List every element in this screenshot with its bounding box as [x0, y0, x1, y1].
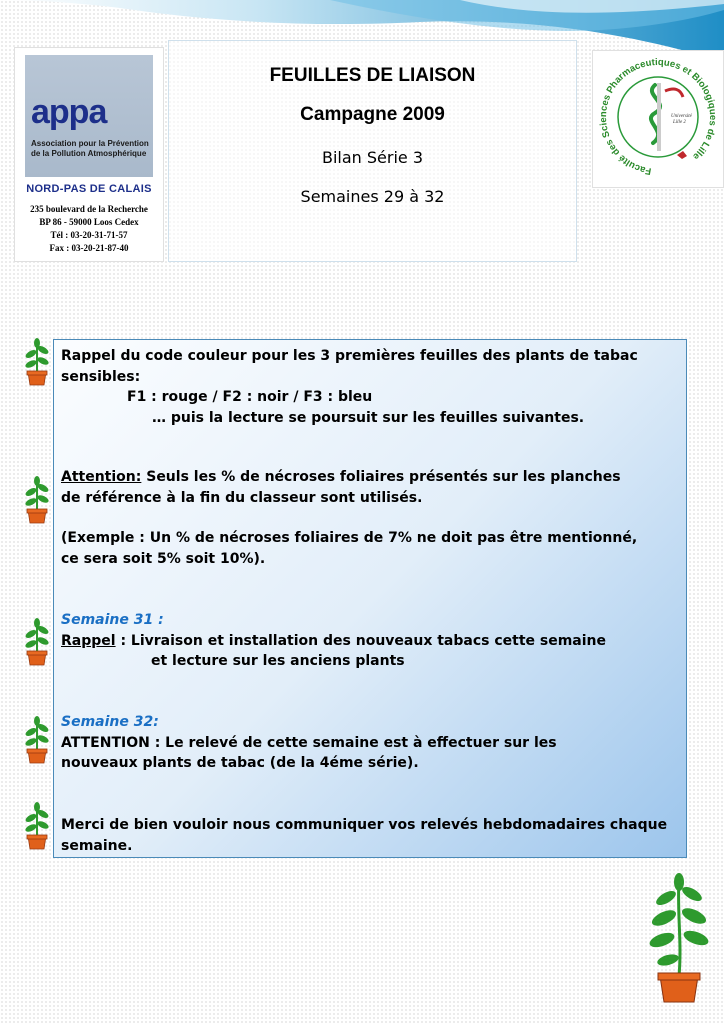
attention-line1	[61, 467, 678, 488]
color-code-section	[61, 346, 678, 428]
page-title: FEUILLES DE LIAISON	[269, 65, 476, 86]
week31-line2: et lecture sur les anciens plants	[151, 653, 405, 669]
appa-address	[15, 203, 163, 255]
appa-logo	[14, 47, 164, 262]
appa-logo-mark	[25, 55, 153, 177]
appa-logo-subtitle	[31, 139, 149, 159]
svg-text:Université: Université	[671, 114, 692, 119]
example-line2: ce sera soit 5% soit 10%).	[61, 550, 266, 567]
intro-line2: sensibles:	[61, 368, 141, 385]
week31-text1: : Livraison et installation des nouveaux tabacs cette semaine	[115, 632, 607, 649]
week31-line1	[61, 631, 678, 652]
plant-icon	[22, 616, 52, 668]
title-box	[168, 40, 577, 262]
week32-line2: nouveaux plants de tabac (de la 4éme série).	[61, 755, 419, 771]
svg-text:Faculté des Sciences Pharmaceu: Faculté des Sciences Pharmaceutiques et Biologiques de Lille	[597, 56, 719, 177]
appa-logo-name: appa	[31, 93, 107, 131]
appa-address-line1: 235 boulevard de la Recherche	[30, 204, 148, 214]
week32-title: Semaine 32:	[61, 714, 159, 730]
week31-section	[61, 610, 678, 672]
campaign-title: Campagne 2009	[300, 104, 445, 125]
week31-label: Rappel	[61, 632, 116, 649]
faculty-logo	[592, 50, 724, 188]
attention-section	[61, 467, 678, 508]
large-plant-icon	[648, 872, 710, 1012]
week31-title: Semaine 31 :	[61, 612, 164, 628]
week32-section	[61, 712, 678, 774]
plant-icon	[22, 336, 52, 388]
thanks-section	[61, 815, 678, 856]
example-line1: (Exemple : Un % de nécroses foliaires de 7% ne doit pas être mentionné,	[61, 530, 638, 546]
appa-subtitle-line2: de la Pollution Atmosphérique	[31, 149, 147, 158]
series-subtitle: Bilan Série 3	[321, 148, 424, 167]
appa-phone: Tél : 03-20-31-71-57	[50, 230, 128, 240]
thanks-line1: Merci de bien vouloir nous communiquer vos relevés hebdomadaires chaque	[61, 817, 668, 833]
plant-icon	[22, 800, 52, 852]
thanks-line2: semaine.	[61, 837, 133, 854]
color-code-continuation: … puis la lecture se poursuit sur les feuilles suivantes.	[152, 409, 585, 426]
weeks-subtitle: Semaines 29 à 32	[300, 187, 445, 206]
attention-line2: de référence à la fin du classeur sont utilisés.	[61, 489, 423, 506]
svg-text:Lille 2: Lille 2	[673, 120, 686, 125]
appa-region: NORD-PAS DE CALAIS	[26, 183, 152, 195]
week32-line1: ATTENTION : Le relevé de cette semaine est à effectuer sur les	[61, 734, 557, 751]
intro-line1: Rappel du code couleur pour les 3 premières feuilles des plants de tabac	[61, 348, 638, 364]
example-section	[61, 528, 678, 569]
appa-subtitle-line1: Association pour la Prévention	[31, 139, 149, 148]
appa-fax: Fax : 03-20-21-87-40	[49, 243, 129, 253]
info-box	[53, 339, 687, 858]
attention-label: Attention:	[61, 469, 142, 485]
faculty-seal-icon	[593, 51, 723, 187]
attention-text1: Seuls les % de nécroses foliaires présentés sur les planches	[141, 469, 621, 485]
appa-address-line2: BP 86 - 59000 Loos Cedex	[39, 217, 139, 227]
color-code-line: F1 : rouge / F2 : noir / F3 : bleu	[127, 389, 373, 405]
plant-icon	[22, 474, 52, 526]
plant-icon	[22, 714, 52, 766]
